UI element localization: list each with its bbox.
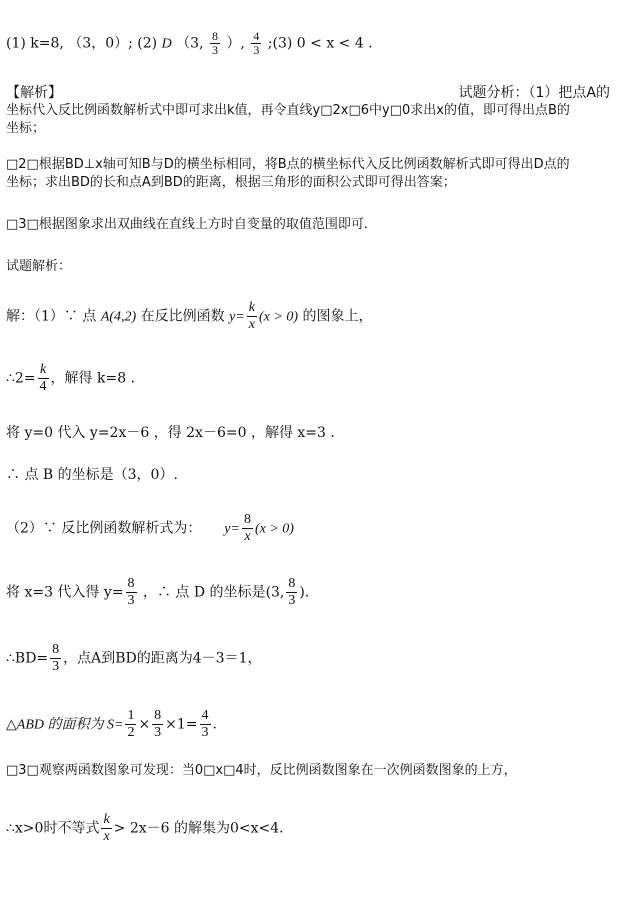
step1-text-c: 的图象上，: [302, 308, 373, 325]
fraction-8-x: $\frac{8}{x}$: [243, 512, 251, 544]
solution-heading: 试题解析：: [6, 259, 72, 274]
analysis-p2-line2: 坐标；求出BD的长和点A到BD的距离，根据三角形的面积公式即可得出答案；: [6, 175, 456, 190]
solution-step1: [6, 300, 620, 333]
fraction-area: $\frac{4}{3}$: [253, 29, 260, 57]
fraction-4-3-area: $\frac{4}{3}$: [201, 708, 209, 740]
point-d-coord-close: ）,: [226, 35, 245, 52]
answer-part1: (1) k=8, （3，0）;: [6, 35, 133, 52]
solution-step8: [6, 708, 620, 741]
point-d-label: D: [161, 36, 172, 52]
analysis-intro: 试题分析：（1）把点A的: [458, 85, 610, 101]
step1-text-b: 在反比例函数: [140, 308, 225, 325]
step5-condition: (x > 0): [254, 521, 294, 537]
step1-text-a: 解：（1）∵ 点: [6, 308, 97, 325]
analysis-p3-line: □3□根据图象求出双曲线在直线上方时自变量的取值范围即可．: [6, 217, 377, 232]
point-d-coord-open: （3,: [176, 35, 204, 52]
solution-step3: 将 y=0 代入 y=2x－6 ，得 2x－6=0 ，解得 x=3 ．: [6, 425, 345, 441]
fraction-8-3-y: $\frac{8}{3}$: [127, 576, 135, 608]
fraction-8-3-area: $\frac{8}{3}$: [154, 708, 162, 740]
step2-text-a: ∴2=: [6, 370, 36, 387]
solution-step10: [6, 812, 620, 845]
analysis-p1-line2: 坐标代入反比例函数解析式中即可求出k值，再令直线y□2x□6中y□0求出x的值，即可得出点B的: [6, 103, 570, 118]
fraction-k-x-ineq: $\frac{k}{x}$: [103, 812, 110, 844]
step10-text-a: ∴x>0时不等式: [6, 820, 100, 837]
solution-step9: □3□观察两函数图象可发现：当0□x□4时，反比例函数图象在一次例函数图象的上方，: [6, 763, 517, 778]
point-a: A(4,2): [100, 309, 137, 325]
fraction-8-3: $\frac{8}{3}$: [211, 29, 218, 57]
solution-step2: [6, 362, 620, 395]
fraction-1-2: $\frac{1}{2}$: [127, 708, 135, 740]
step6-close: ).: [299, 584, 310, 601]
step8-end: .: [212, 716, 217, 733]
answer-part2-label: (2): [137, 35, 158, 52]
step5-text-a: （2）∵ 反比例函数解析式为：: [6, 520, 202, 537]
answer-part3: ;(3) 0 < x < 4 .: [267, 35, 373, 52]
step6-text-a: 将 x=3 代入得 y=: [6, 584, 124, 601]
answer-line: [6, 30, 620, 57]
solution-step6: [6, 576, 620, 609]
step6-open: (3,: [265, 584, 285, 601]
analysis-p2-line1: □2□根据BD⊥x轴可知B与D的横坐标相同，将B点的横坐标代入反比例函数解析式即可得出D点的: [6, 157, 570, 172]
step1-y: y=: [229, 309, 245, 325]
step5-y: y=: [224, 521, 240, 537]
step2-text-b: ，解得 k=8 ．: [50, 370, 145, 387]
step7-text-b: ，点A到BD的距离为4－3＝1，: [63, 650, 262, 667]
step8-text-a: △ABD 的面积为 S=: [6, 717, 124, 733]
analysis-heading: 【解析】: [6, 85, 62, 101]
solution-step7: [6, 642, 620, 675]
step1-condition: (x > 0): [259, 309, 298, 325]
times-sign: ×: [138, 716, 151, 733]
analysis-heading-line: [6, 84, 620, 102]
fraction-bd: $\frac{8}{3}$: [52, 642, 60, 674]
step7-text-a: ∴BD=: [6, 650, 49, 667]
step10-text-b: > 2x－6 的解集为0<x<4．: [113, 820, 294, 837]
solution-step4: ∴ 点 B 的坐标是（3，0）.: [6, 467, 178, 483]
fraction-8-3-d: $\frac{8}{3}$: [288, 576, 296, 608]
fraction-k-x: $\frac{k}{x}$: [248, 300, 255, 332]
fraction-k-4: $\frac{k}{4}$: [39, 362, 47, 394]
solution-step5: [6, 512, 620, 545]
analysis-p1-line3: 坐标；: [6, 121, 46, 136]
times-one: ×1=: [165, 716, 198, 733]
step6-text-b: ，∴ 点 D 的坐标是: [142, 584, 266, 601]
